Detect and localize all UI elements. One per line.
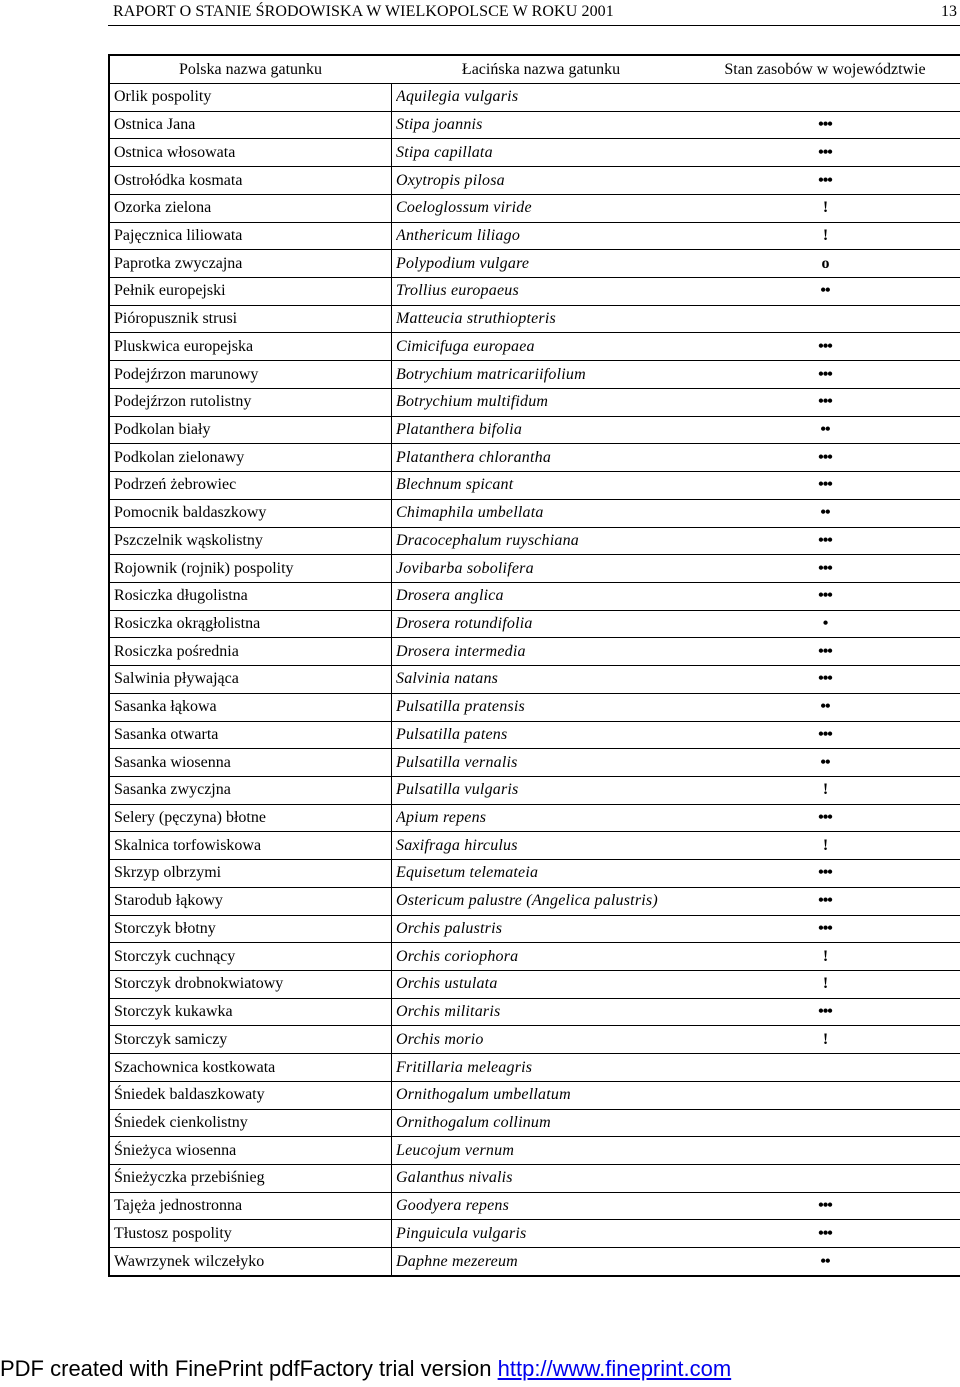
status-cell xyxy=(694,250,956,277)
polish-name-cell: Storczyk samiczy xyxy=(114,1030,228,1048)
table-row xyxy=(110,831,960,859)
polish-name-cell: Pajęcznica liliowata xyxy=(114,226,243,244)
column-separator xyxy=(391,1054,392,1081)
column-separator xyxy=(391,389,392,416)
column-separator xyxy=(391,999,392,1026)
status-cell xyxy=(694,943,956,970)
status-cell xyxy=(694,583,956,610)
column-separator xyxy=(391,971,392,998)
status-mark: •• xyxy=(820,282,830,300)
latin-name-cell: Saxifraga hirculus xyxy=(396,836,518,854)
polish-name-cell: Śniedek cienkolistny xyxy=(114,1113,248,1131)
status-cell xyxy=(694,417,956,444)
status-mark: ••• xyxy=(818,1197,832,1215)
column-separator xyxy=(391,805,392,832)
status-cell xyxy=(694,1054,956,1081)
polish-name-cell: Sasanka zwyczjna xyxy=(114,781,231,799)
column-separator xyxy=(391,472,392,499)
table-row xyxy=(110,776,960,804)
status-cell xyxy=(694,444,956,471)
column-separator xyxy=(391,361,392,388)
polish-name-cell: Pomocnik baldaszkowy xyxy=(114,504,267,522)
status-cell xyxy=(694,916,956,943)
column-separator xyxy=(391,112,392,139)
table-row xyxy=(110,471,960,499)
status-mark: ••• xyxy=(818,365,832,383)
latin-name-cell: Pulsatilla vernalis xyxy=(396,753,518,771)
status-cell xyxy=(694,528,956,555)
status-mark: ••• xyxy=(818,143,832,161)
status-cell xyxy=(694,722,956,749)
status-mark: ••• xyxy=(818,642,832,660)
latin-name-cell: Platanthera chlorantha xyxy=(396,448,552,466)
latin-name-cell: Blechnum spicant xyxy=(396,476,514,494)
table-row xyxy=(110,166,960,194)
status-mark: ••• xyxy=(818,725,832,743)
latin-name-cell: Polypodium vulgare xyxy=(396,254,530,272)
polish-name-cell: Pluskwica europejska xyxy=(114,337,254,355)
latin-name-cell: Orchis militaris xyxy=(396,1003,501,1021)
table-row xyxy=(110,915,960,943)
latin-name-cell: Botrychium multifidum xyxy=(396,393,549,411)
latin-name-cell: Pulsatilla patens xyxy=(396,725,508,743)
status-mark: ••• xyxy=(818,393,832,411)
table-row xyxy=(110,1219,960,1247)
status-cell xyxy=(694,971,956,998)
status-cell xyxy=(694,278,956,305)
column-separator xyxy=(391,583,392,610)
status-mark: ••• xyxy=(818,116,832,134)
status-cell xyxy=(694,306,956,333)
latin-name-cell: Drosera intermedia xyxy=(396,642,526,660)
column-separator xyxy=(391,1193,392,1220)
column-separator xyxy=(391,749,392,776)
footer-link[interactable]: http://www.fineprint.com xyxy=(497,1356,732,1381)
column-separator xyxy=(391,306,392,333)
status-cell xyxy=(694,1026,956,1053)
polish-name-cell: Ostnica włosowata xyxy=(114,143,236,161)
latin-name-cell: Ornithogalum collinum xyxy=(396,1113,551,1131)
status-cell xyxy=(694,555,956,582)
polish-name-cell: Ozorka zielona xyxy=(114,199,212,217)
status-mark: ••• xyxy=(818,919,832,937)
page-header xyxy=(0,0,960,28)
polish-name-cell: Pszczelnik wąskolistny xyxy=(114,531,263,549)
polish-name-cell: Tajęża jednostronna xyxy=(114,1197,243,1215)
table-row xyxy=(110,138,960,166)
status-cell xyxy=(694,1165,956,1192)
polish-name-cell: Tłustosz pospolity xyxy=(114,1224,232,1242)
polish-name-cell: Pióropusznik strusi xyxy=(114,310,238,328)
polish-name-cell: Selery (pęczyna) błotne xyxy=(114,809,266,827)
column-separator xyxy=(391,722,392,749)
latin-name-cell: Matteucia struthiopteris xyxy=(396,310,556,328)
latin-name-cell: Coeloglossum viride xyxy=(396,199,532,217)
status-mark: ••• xyxy=(818,171,832,189)
polish-name-cell: Ostrołódka kosmata xyxy=(114,171,243,189)
table-row xyxy=(110,804,960,832)
column-separator xyxy=(391,528,392,555)
latin-name-cell: Orchis morio xyxy=(396,1030,484,1048)
polish-name-cell: Pełnik europejski xyxy=(114,282,226,300)
polish-name-cell: Salwinia pływająca xyxy=(114,670,239,688)
latin-name-cell: Orchis ustulata xyxy=(396,975,498,993)
latin-name-cell: Goodyera repens xyxy=(396,1197,510,1215)
latin-name-cell: Salvinia natans xyxy=(396,670,499,688)
latin-name-cell: Stipa capillata xyxy=(396,143,493,161)
status-mark: ••• xyxy=(818,531,832,549)
table-row xyxy=(110,111,960,139)
status-mark: ! xyxy=(822,836,828,854)
polish-name-cell: Storczyk błotny xyxy=(114,919,216,937)
column-header-latin-name: Łacińska nazwa gatunku xyxy=(461,60,621,78)
status-cell xyxy=(694,1082,956,1109)
polish-name-cell: Rojownik (rojnik) pospolity xyxy=(114,559,294,577)
polish-name-cell: Podejźrzon marunowy xyxy=(114,365,259,383)
column-separator xyxy=(391,694,392,721)
column-separator xyxy=(391,1165,392,1192)
latin-name-cell: Dracocephalum ruyschiana xyxy=(396,531,579,549)
status-cell xyxy=(694,860,956,887)
column-separator xyxy=(391,916,392,943)
polish-name-cell: Orlik pospolity xyxy=(114,88,212,106)
polish-name-cell: Śnieżyca wiosenna xyxy=(114,1141,237,1159)
status-cell xyxy=(694,500,956,527)
latin-name-cell: Galanthus nivalis xyxy=(396,1169,513,1187)
column-separator xyxy=(391,223,392,250)
status-cell xyxy=(694,1248,956,1275)
polish-name-cell: Storczyk cuchnący xyxy=(114,947,236,965)
polish-name-cell: Starodub łąkowy xyxy=(114,892,223,910)
status-cell xyxy=(694,1220,956,1247)
polish-name-cell: Rosiczka długolistna xyxy=(114,587,248,605)
latin-name-cell: Leucojum vernum xyxy=(396,1141,515,1159)
status-cell xyxy=(694,832,956,859)
column-separator xyxy=(391,500,392,527)
latin-name-cell: Apium repens xyxy=(396,809,487,827)
status-mark: ! xyxy=(822,199,828,217)
latin-name-cell: Orchis palustris xyxy=(396,919,503,937)
table-row xyxy=(110,249,960,277)
polish-name-cell: Śniedek baldaszkowaty xyxy=(114,1086,265,1104)
polish-name-cell: Skrzyp olbrzymi xyxy=(114,864,222,882)
polish-name-cell: Sasanka otwarta xyxy=(114,725,219,743)
status-cell xyxy=(694,167,956,194)
latin-name-cell: Daphne mezereum xyxy=(396,1252,518,1270)
status-mark: •• xyxy=(820,420,830,438)
status-mark: •• xyxy=(820,698,830,716)
polish-name-cell: Storczyk kukawka xyxy=(114,1003,233,1021)
latin-name-cell: Trollius europaeus xyxy=(396,282,519,300)
polish-name-cell: Rosiczka okrągłolistna xyxy=(114,615,261,633)
status-cell xyxy=(694,223,956,250)
status-cell xyxy=(694,1193,956,1220)
latin-name-cell: Equisetum telemateia xyxy=(396,864,539,882)
footer-text: PDF created with FinePrint pdfFactory trial version xyxy=(0,1356,498,1381)
status-mark: ••• xyxy=(818,448,832,466)
status-mark: ••• xyxy=(818,337,832,355)
status-mark: ! xyxy=(822,1030,828,1048)
polish-name-cell: Ostnica Jana xyxy=(114,116,196,134)
column-separator xyxy=(391,777,392,804)
polish-name-cell: Skalnica torfowiskowa xyxy=(114,836,262,854)
column-header-polish-name: Polska nazwa gatunku xyxy=(178,60,323,78)
column-separator xyxy=(391,1082,392,1109)
polish-name-cell: Podkolan biały xyxy=(114,420,211,438)
table-row xyxy=(110,887,960,915)
column-separator xyxy=(391,1026,392,1053)
polish-name-cell: Paprotka zwyczajna xyxy=(114,254,243,272)
column-separator xyxy=(391,333,392,360)
report-title: RAPORT O STANIE ŚRODOWISKA W WIELKOPOLSCE W ROKU 2001 xyxy=(113,3,614,20)
table-row xyxy=(110,360,960,388)
status-cell xyxy=(694,195,956,222)
column-separator xyxy=(391,611,392,638)
status-cell xyxy=(694,139,956,166)
table-row xyxy=(110,83,960,111)
status-mark: ••• xyxy=(818,1224,832,1242)
table-row xyxy=(110,1136,960,1164)
table-row xyxy=(110,721,960,749)
latin-name-cell: Drosera anglica xyxy=(396,587,504,605)
column-separator xyxy=(391,417,392,444)
column-separator xyxy=(391,195,392,222)
table-row xyxy=(110,942,960,970)
table-row xyxy=(110,527,960,555)
polish-name-cell: Podkolan zielonawy xyxy=(114,448,245,466)
column-separator xyxy=(391,666,392,693)
status-mark: ••• xyxy=(818,476,832,494)
polish-name-cell: Sasanka wiosenna xyxy=(114,753,231,771)
status-cell xyxy=(694,888,956,915)
page-number: 13 xyxy=(941,3,957,20)
status-cell xyxy=(694,472,956,499)
table-row xyxy=(110,1025,960,1053)
status-mark: ••• xyxy=(818,587,832,605)
table-row xyxy=(110,970,960,998)
table-row xyxy=(110,277,960,305)
latin-name-cell: Platanthera bifolia xyxy=(396,420,523,438)
table-row xyxy=(110,1247,960,1275)
table-row xyxy=(110,388,960,416)
status-cell xyxy=(694,112,956,139)
latin-name-cell: Botrychium matricariifolium xyxy=(396,365,586,383)
status-mark: •• xyxy=(820,1252,830,1270)
latin-name-cell: Cimicifuga europaea xyxy=(396,337,535,355)
polish-name-cell: Podrzeń żebrowiec xyxy=(114,476,237,494)
table-row xyxy=(110,222,960,250)
status-cell xyxy=(694,389,956,416)
column-separator xyxy=(391,1248,392,1275)
status-mark: ••• xyxy=(818,1003,832,1021)
table-row xyxy=(110,554,960,582)
table-row xyxy=(110,1109,960,1137)
status-cell xyxy=(694,749,956,776)
column-separator xyxy=(391,1110,392,1137)
status-cell xyxy=(694,1110,956,1137)
status-cell xyxy=(694,694,956,721)
latin-name-cell: Stipa joannis xyxy=(396,116,483,134)
status-cell xyxy=(694,333,956,360)
latin-name-cell: Jovibarba sobolifera xyxy=(396,559,534,577)
species-table xyxy=(108,54,960,1277)
table-row xyxy=(110,693,960,721)
status-mark: ••• xyxy=(818,892,832,910)
pdf-footer xyxy=(0,1356,960,1387)
table-row xyxy=(110,305,960,333)
table-row xyxy=(110,1192,960,1220)
latin-name-cell: Aquilegia vulgaris xyxy=(396,88,519,106)
table-row xyxy=(110,582,960,610)
table-row xyxy=(110,665,960,693)
status-mark: •• xyxy=(820,753,830,771)
table-row xyxy=(110,998,960,1026)
column-separator xyxy=(391,888,392,915)
column-separator xyxy=(391,638,392,665)
status-mark: ••• xyxy=(818,809,832,827)
latin-name-cell: Ornithogalum umbellatum xyxy=(396,1086,571,1104)
status-mark: ! xyxy=(822,975,828,993)
column-separator xyxy=(391,167,392,194)
table-row xyxy=(110,610,960,638)
table-row xyxy=(110,1081,960,1109)
status-cell xyxy=(694,1137,956,1164)
latin-name-cell: Drosera rotundifolia xyxy=(396,615,533,633)
polish-name-cell: Rosiczka pośrednia xyxy=(114,642,239,660)
status-mark: ••• xyxy=(818,864,832,882)
column-separator xyxy=(391,1220,392,1247)
latin-name-cell: Orchis coriophora xyxy=(396,947,519,965)
column-separator xyxy=(391,84,392,111)
status-mark: o xyxy=(821,254,829,272)
status-mark: ! xyxy=(822,947,828,965)
status-cell xyxy=(694,777,956,804)
status-cell xyxy=(694,84,956,111)
status-mark: • xyxy=(822,615,828,633)
polish-name-cell: Podejźrzon rutolistny xyxy=(114,393,252,411)
latin-name-cell: Fritillaria meleagris xyxy=(396,1058,533,1076)
status-cell xyxy=(694,999,956,1026)
table-row xyxy=(110,859,960,887)
table-row xyxy=(110,1164,960,1192)
latin-name-cell: Pinguicula vulgaris xyxy=(396,1224,527,1242)
polish-name-cell: Śnieżyczka przebiśnieg xyxy=(114,1169,265,1187)
table-row xyxy=(110,416,960,444)
status-mark: ! xyxy=(822,226,828,244)
latin-name-cell: Oxytropis pilosa xyxy=(396,171,505,189)
polish-name-cell: Szachownica kostkowata xyxy=(114,1058,276,1076)
table-row xyxy=(110,499,960,527)
status-cell xyxy=(694,666,956,693)
table-row xyxy=(110,637,960,665)
latin-name-cell: Pulsatilla pratensis xyxy=(396,698,525,716)
column-separator xyxy=(391,250,392,277)
status-cell xyxy=(694,611,956,638)
column-separator xyxy=(391,444,392,471)
polish-name-cell: Wawrzynek wilczełyko xyxy=(114,1252,265,1270)
column-separator xyxy=(391,943,392,970)
column-separator xyxy=(391,860,392,887)
status-mark: ••• xyxy=(818,670,832,688)
column-header-resource-status: Stan zasobów w województwie xyxy=(724,60,926,78)
header-rule xyxy=(108,25,960,26)
table-row xyxy=(110,1053,960,1081)
latin-name-cell: Anthericum liliago xyxy=(396,226,521,244)
polish-name-cell: Storczyk drobnokwiatowy xyxy=(114,975,284,993)
table-row xyxy=(110,194,960,222)
status-cell xyxy=(694,805,956,832)
table-row xyxy=(110,332,960,360)
table-row xyxy=(110,443,960,471)
polish-name-cell: Sasanka łąkowa xyxy=(114,698,217,716)
status-mark: •• xyxy=(820,504,830,522)
status-mark: ••• xyxy=(818,559,832,577)
latin-name-cell: Ostericum palustre (Angelica palustris) xyxy=(396,892,658,910)
column-separator xyxy=(391,139,392,166)
column-separator xyxy=(391,1137,392,1164)
column-separator xyxy=(391,278,392,305)
status-cell xyxy=(694,361,956,388)
latin-name-cell: Pulsatilla vulgaris xyxy=(396,781,519,799)
status-cell xyxy=(694,638,956,665)
column-separator xyxy=(391,832,392,859)
table-row xyxy=(110,748,960,776)
status-mark: ! xyxy=(822,781,828,799)
table-header-row xyxy=(110,56,960,83)
latin-name-cell: Chimaphila umbellata xyxy=(396,504,544,522)
column-separator xyxy=(391,555,392,582)
